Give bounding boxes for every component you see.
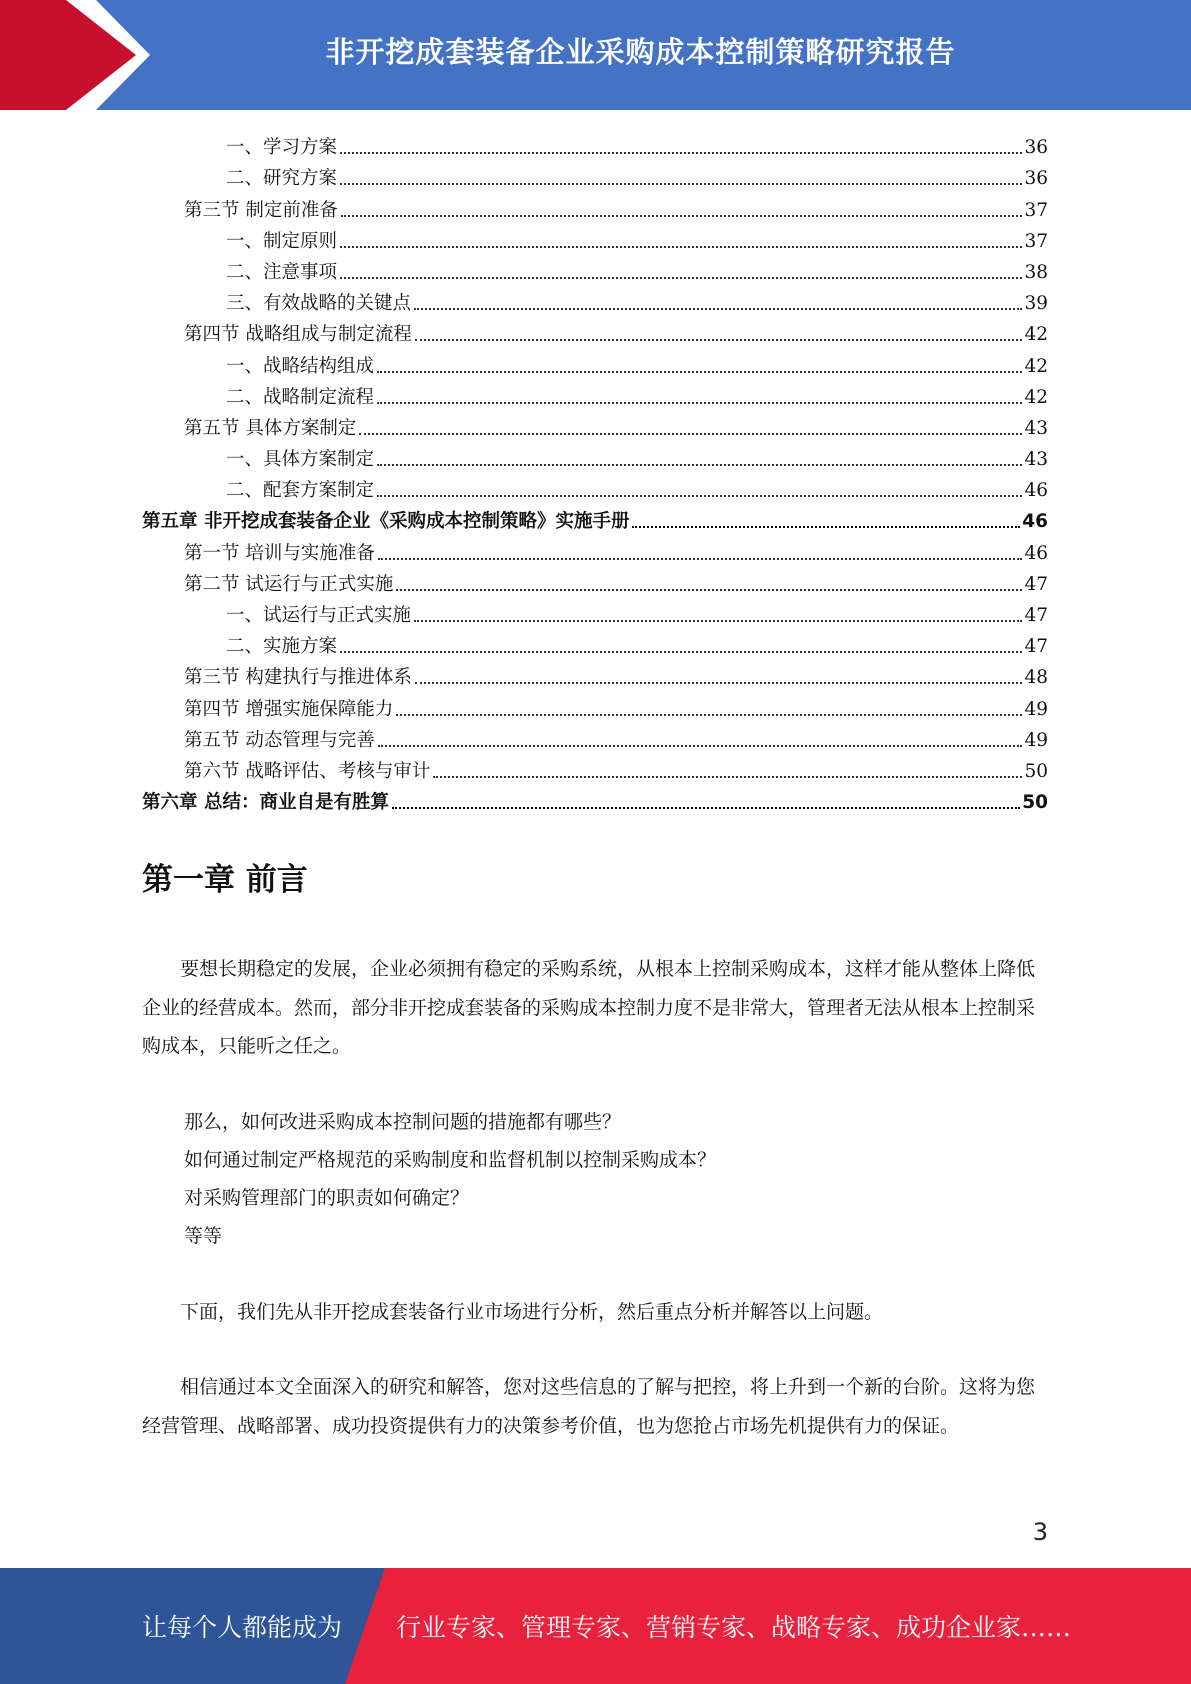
- paragraph-text: 相信通过本文全面深入的研究和解答，您对这些信息的了解与把控，将上升到一个新的台阶。这将为您经营管理、战略部署、成功投资提供有力的决策参考价值，也为您抢占市场先机提供有力的保证。: [142, 1376, 1036, 1437]
- toc-subsection-entry[interactable]: [142, 440, 1048, 471]
- toc-entry-page: 37: [1024, 199, 1048, 221]
- report-title: 非开挖成套装备企业采购成本控制策略研究报告: [325, 34, 956, 69]
- toc-section-entry[interactable]: [142, 689, 1048, 720]
- paragraph-text: 下面，我们先从非开挖成套装备行业市场进行分析，然后重点分析并解答以上问题。: [180, 1301, 884, 1323]
- toc-entry-page: 42: [1024, 355, 1048, 377]
- toc-dot-leader: [340, 152, 1022, 154]
- toc-section-entry[interactable]: [142, 752, 1048, 783]
- toc-dot-leader: [377, 464, 1022, 466]
- toc-section-entry[interactable]: [142, 565, 1048, 596]
- toc-entry-label: 第二节 试运行与正式实施: [184, 573, 394, 595]
- toc-subsection-entry[interactable]: [142, 253, 1048, 284]
- toc-subsection-entry[interactable]: [142, 222, 1048, 253]
- chapter-heading: 第一章 前言: [142, 862, 308, 898]
- closing-paragraph: [142, 1368, 1048, 1445]
- toc-entry-label: 第五节 具体方案制定: [184, 417, 357, 439]
- toc-chapter-entry[interactable]: [142, 783, 1048, 814]
- toc-entry-label: 第六章 总结：商业自是有胜算: [142, 792, 389, 814]
- toc-entry-page: 46: [1024, 542, 1048, 564]
- toc-entry-page: 47: [1024, 573, 1048, 595]
- toc-dot-leader: [396, 714, 1022, 716]
- page-number: 3: [1032, 1518, 1048, 1546]
- toc-dot-leader: [415, 682, 1023, 684]
- paragraph-text: 要想长期稳定的发展，企业必须拥有稳定的采购系统，从根本上控制采购成本，这样才能从整体上降低企业的经营成本。然而，部分非开挖成套装备的采购成本控制力度不是非常大，管理者无法从根本上控制采购成本，只能听之任之。: [142, 958, 1036, 1057]
- toc-dot-leader: [396, 589, 1022, 591]
- toc-dot-leader: [359, 433, 1022, 435]
- toc-entry-page: 39: [1024, 293, 1048, 315]
- toc-entry-label: 第四节 战略组成与制定流程: [184, 324, 412, 346]
- intro-paragraph: [142, 950, 1048, 1066]
- toc-entry-page: 37: [1024, 230, 1048, 252]
- toc-dot-leader: [340, 246, 1022, 248]
- toc-subsection-entry[interactable]: [142, 627, 1048, 658]
- question-list: [184, 1103, 716, 1255]
- toc-entry-page: 42: [1024, 324, 1048, 346]
- toc-entry-page: 36: [1024, 168, 1048, 190]
- toc-entry-page: 47: [1024, 636, 1048, 658]
- toc-entry-label: 三、有效战略的关键点: [226, 293, 412, 315]
- toc-subsection-entry[interactable]: [142, 596, 1048, 627]
- toc-entry-label: 第五章 非开挖成套装备企业《采购成本控制策略》实施手册: [142, 511, 630, 533]
- toc-entry-label: 第三节 构建执行与推进体系: [184, 667, 412, 689]
- toc-entry-label: 二、实施方案: [226, 636, 338, 658]
- toc-subsection-entry[interactable]: [142, 346, 1048, 377]
- toc-subsection-entry[interactable]: [142, 128, 1048, 159]
- toc-entry-label: 一、战略结构组成: [226, 355, 375, 377]
- toc-entry-page: 42: [1024, 386, 1048, 408]
- toc-chapter-entry[interactable]: [142, 502, 1048, 533]
- toc-section-entry[interactable]: [142, 409, 1048, 440]
- toc-section-entry[interactable]: [142, 190, 1048, 221]
- analysis-paragraph: [142, 1293, 1048, 1332]
- question-item: 如何通过制定严格规范的采购制度和监督机制以控制采购成本？: [184, 1149, 717, 1171]
- page-header: [0, 0, 1191, 110]
- toc-entry-label: 一、学习方案: [226, 137, 338, 159]
- toc-entry-page: 43: [1024, 449, 1048, 471]
- toc-entry-label: 第一节 培训与实施准备: [184, 542, 375, 564]
- page-footer: [0, 1568, 1191, 1684]
- toc-dot-leader: [378, 558, 1023, 560]
- footer-slogan-left: 让每个人都能成为: [142, 1613, 343, 1642]
- toc-entry-label: 二、研究方案: [226, 168, 338, 190]
- toc-entry-page: 47: [1024, 605, 1048, 626]
- toc-entry-page: 49: [1024, 698, 1048, 720]
- toc-entry-label: 二、注意事项: [226, 261, 338, 283]
- question-item: 对采购管理部门的职责如何确定？: [184, 1187, 470, 1209]
- toc-dot-leader: [433, 776, 1022, 778]
- toc-entry-label: 第六节 战略评估、考核与审计: [184, 760, 431, 782]
- toc-section-entry[interactable]: [142, 315, 1048, 346]
- question-item: 那么，如何改进采购成本控制问题的措施都有哪些？: [184, 1111, 622, 1133]
- toc-entry-page: 50: [1022, 792, 1048, 814]
- footer-slogan-right: 行业专家、管理专家、营销专家、战略专家、成功企业家……: [396, 1613, 1072, 1642]
- toc-subsection-entry[interactable]: [142, 284, 1048, 315]
- table-of-contents: [142, 128, 1048, 814]
- toc-section-entry[interactable]: [142, 533, 1048, 564]
- toc-dot-leader: [340, 183, 1022, 185]
- toc-entry-label: 二、战略制定流程: [226, 386, 375, 408]
- toc-dot-leader: [414, 620, 1022, 622]
- toc-entry-label: 第五节 动态管理与完善: [184, 729, 375, 751]
- toc-dot-leader: [378, 745, 1023, 747]
- toc-section-entry[interactable]: [142, 721, 1048, 752]
- toc-dot-leader: [414, 308, 1022, 310]
- toc-entry-label: 一、试运行与正式实施: [226, 605, 412, 626]
- toc-entry-page: 36: [1024, 137, 1048, 159]
- toc-entry-label: 第四节 增强实施保障能力: [184, 698, 394, 720]
- toc-entry-page: 49: [1024, 729, 1048, 751]
- question-item: 等等: [184, 1225, 223, 1247]
- header-chevron-icon: [0, 0, 150, 110]
- toc-entry-page: 38: [1024, 261, 1048, 283]
- toc-dot-leader: [377, 402, 1022, 404]
- toc-dot-leader: [340, 651, 1022, 653]
- toc-dot-leader: [632, 526, 1020, 528]
- toc-entry-page: 46: [1024, 480, 1048, 502]
- toc-dot-leader: [377, 495, 1022, 497]
- toc-subsection-entry[interactable]: [142, 378, 1048, 409]
- toc-section-entry[interactable]: [142, 658, 1048, 689]
- toc-entry-label: 一、具体方案制定: [226, 449, 375, 471]
- toc-dot-leader: [377, 371, 1022, 373]
- toc-entry-page: 48: [1024, 667, 1048, 689]
- toc-dot-leader: [341, 215, 1023, 217]
- toc-entry-page: 43: [1024, 417, 1048, 439]
- toc-entry-label: 第三节 制定前准备: [184, 199, 338, 221]
- toc-subsection-entry[interactable]: [142, 159, 1048, 190]
- toc-dot-leader: [392, 807, 1020, 809]
- toc-entry-label: 二、配套方案制定: [226, 480, 375, 502]
- toc-entry-label: 一、制定原则: [226, 230, 338, 252]
- toc-entry-page: 46: [1022, 511, 1048, 533]
- toc-subsection-entry[interactable]: [142, 471, 1048, 502]
- toc-dot-leader: [340, 277, 1022, 279]
- toc-entry-page: 50: [1024, 760, 1048, 782]
- toc-dot-leader: [415, 339, 1023, 341]
